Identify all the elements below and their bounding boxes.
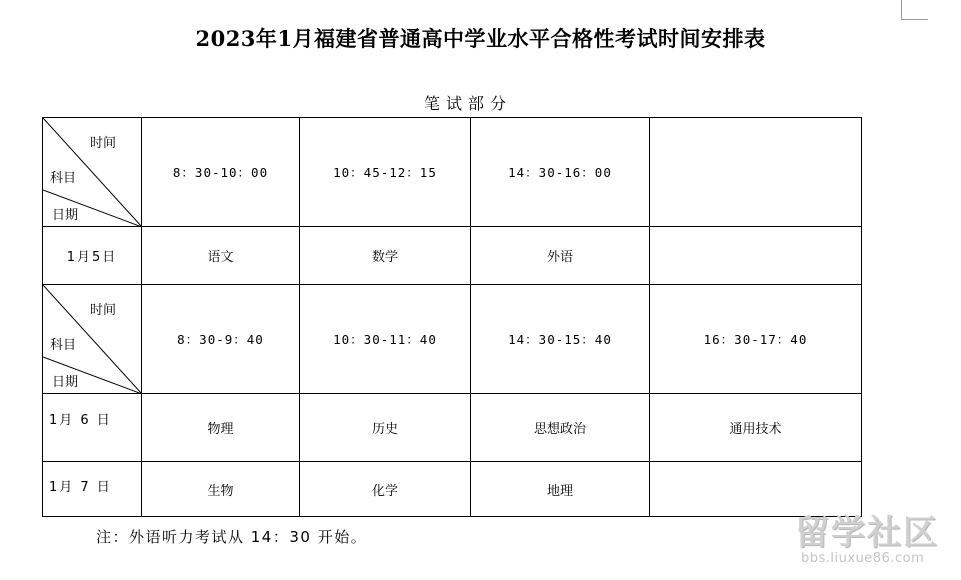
section-title: 笔试部分 xyxy=(423,94,512,113)
subject-cell: 地理 xyxy=(471,462,650,517)
subject-cell: 历史 xyxy=(300,394,471,462)
diagonal-header-cell xyxy=(43,285,142,394)
table-row xyxy=(43,462,862,517)
page-title: 2023年1月福建省普通高中学业水平合格性考试时间安排表 xyxy=(195,26,766,51)
date-cell: 1月5日 xyxy=(43,227,142,285)
subject-cell: 生物 xyxy=(142,462,300,517)
page-corner-mark xyxy=(901,0,928,20)
subject-cell: 数学 xyxy=(300,227,471,285)
subject-cell: 通用技术 xyxy=(650,394,862,462)
date-cell xyxy=(43,462,142,517)
time-slot: 8：30-10：00 xyxy=(142,118,300,227)
header-row-1 xyxy=(43,118,862,227)
header-time-label: 时间 xyxy=(90,303,117,318)
diagonal-header-cell xyxy=(43,118,142,227)
date-label: 1月 7 日 xyxy=(49,480,112,495)
time-slot: 10：30-11：40 xyxy=(300,285,471,394)
subject-cell: 外语 xyxy=(471,227,650,285)
date-cell xyxy=(43,394,142,462)
date-label: 1月 6 日 xyxy=(49,413,112,428)
watermark-url: bbs.liuxue86.com xyxy=(801,551,925,566)
time-slot: 8：30-9：40 xyxy=(142,285,300,394)
subject-cell: 语文 xyxy=(142,227,300,285)
table-row xyxy=(43,394,862,462)
subject-cell: 思想政治 xyxy=(471,394,650,462)
watermark-logo-text: 留学社区 xyxy=(795,513,939,553)
header-date-label: 日期 xyxy=(52,208,79,223)
time-slot: 14：30-16：00 xyxy=(471,118,650,227)
subject-cell xyxy=(650,227,862,285)
subject-cell: 化学 xyxy=(300,462,471,517)
table-row xyxy=(43,227,862,285)
header-subject-label: 科目 xyxy=(50,171,77,186)
subject-cell: 物理 xyxy=(142,394,300,462)
time-slot: 14：30-15：40 xyxy=(471,285,650,394)
header-row-2 xyxy=(43,285,862,394)
time-slot: 10：45-12：15 xyxy=(300,118,471,227)
header-subject-label: 科目 xyxy=(50,338,77,353)
time-slot xyxy=(650,118,862,227)
header-time-label: 时间 xyxy=(90,136,117,151)
watermark xyxy=(795,505,955,575)
exam-schedule-table xyxy=(42,117,862,517)
footnote: 注：外语听力考试从 14：30 开始。 xyxy=(96,528,368,546)
header-date-label: 日期 xyxy=(52,375,79,390)
time-slot: 16：30-17：40 xyxy=(650,285,862,394)
